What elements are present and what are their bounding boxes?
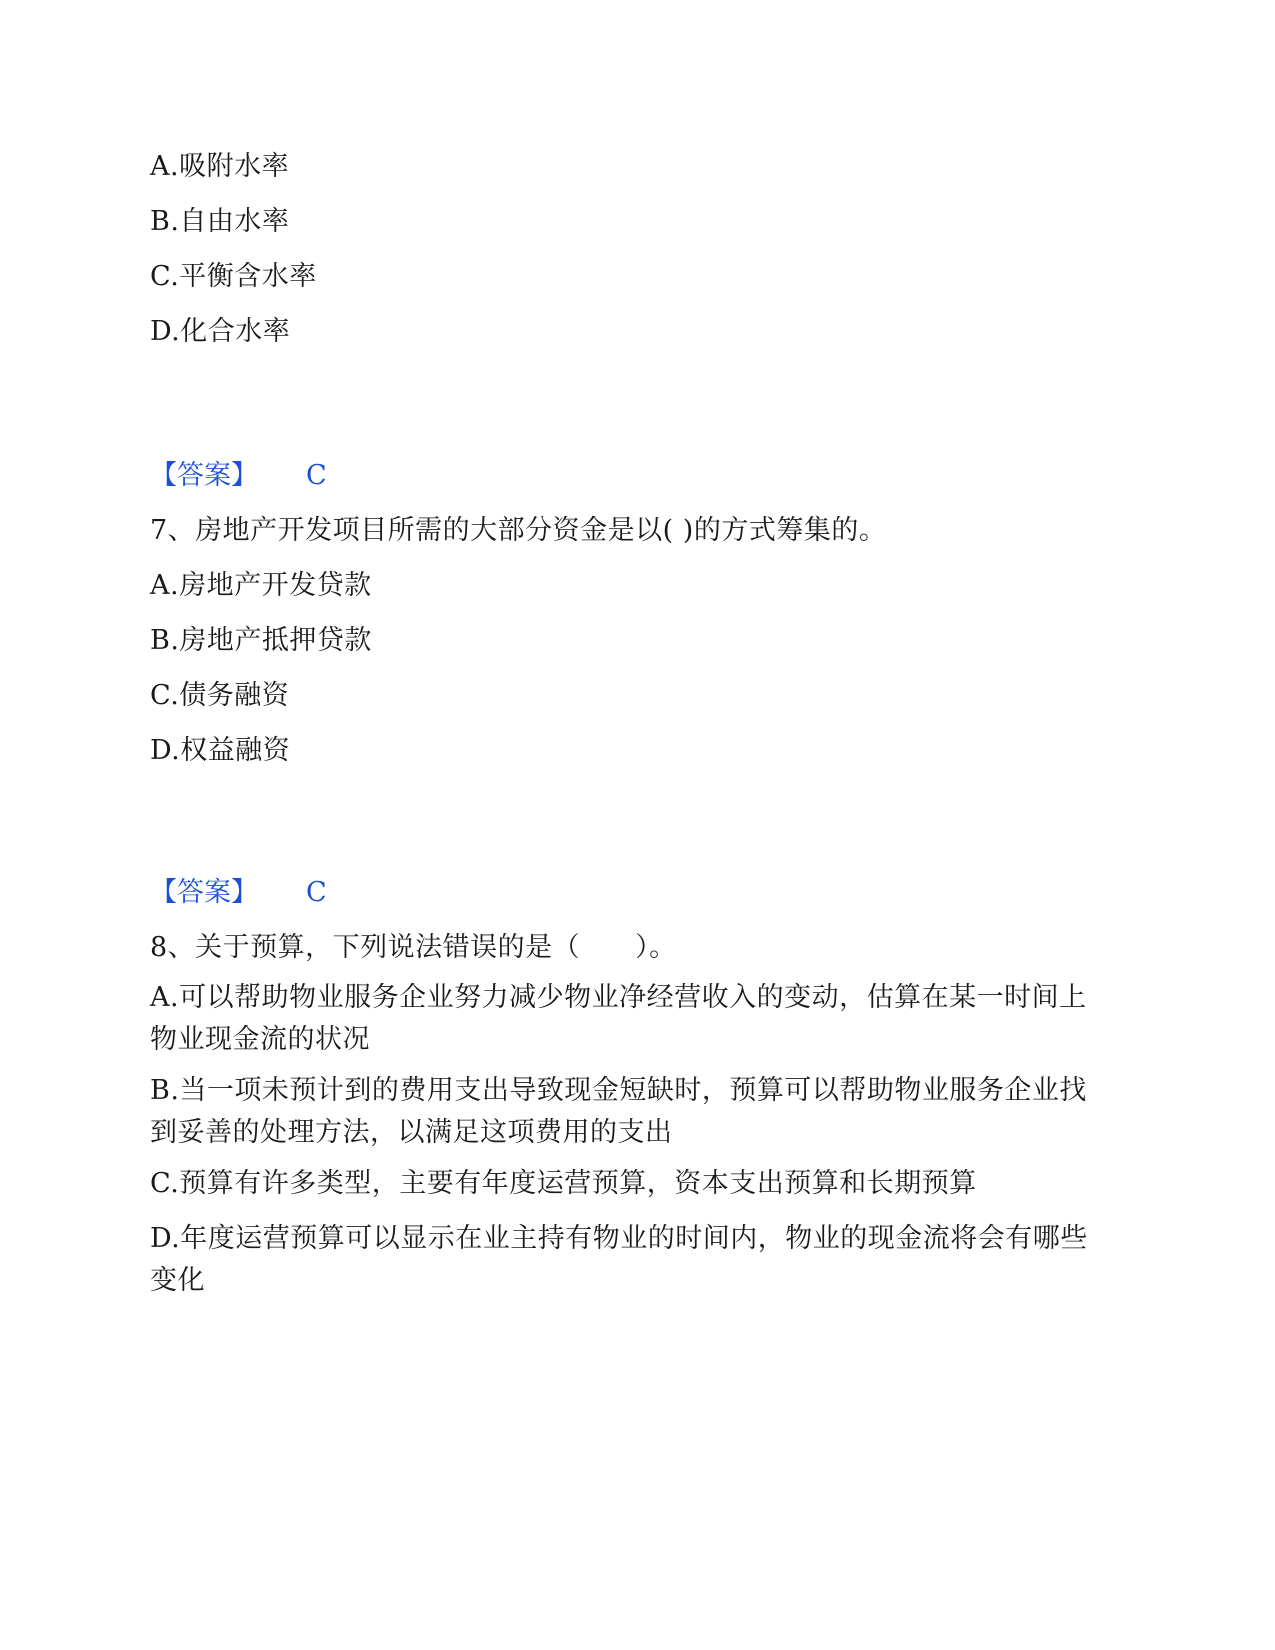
q7-answer-label: 【答案】 [150, 877, 258, 908]
q7-answer-value: C [306, 877, 327, 908]
q8-option-a: A.可以帮助物业服务企业努力减少物业净经营收入的变动，估算在某一时间上物业现金流的状况 [150, 982, 1087, 1055]
q7-option-d: D.权益融资 [150, 735, 291, 766]
q8-option-c: C.预算有许多类型，主要有年度运营预算，资本支出预算和长期预算 [150, 1168, 977, 1199]
option-d: D.化合水率 [150, 316, 291, 347]
answer-value: C [306, 460, 327, 491]
option-a: A.吸附水率 [150, 151, 290, 182]
option-c: C.平衡含水率 [150, 261, 317, 292]
question-7: 7、房地产开发项目所需的大部分资金是以( )的方式筹集的。 [150, 515, 887, 546]
q7-option-a: A.房地产开发贷款 [150, 570, 372, 601]
q8-option-b: B.当一项未预计到的费用支出导致现金短缺时，预算可以帮助物业服务企业找到妥善的处理方法，以满足这项费用的支出 [150, 1075, 1087, 1148]
question-8: 8、关于预算，下列说法错误的是（ ）。 [150, 932, 677, 963]
answer-row [150, 457, 327, 495]
q7-option-b: B.房地产抵押贷款 [150, 625, 372, 656]
option-b: B.自由水率 [150, 206, 290, 237]
q8-option-d: D.年度运营预算可以显示在业主持有物业的时间内，物业的现金流将会有哪些变化 [150, 1223, 1088, 1296]
q7-option-c: C.债务融资 [150, 680, 290, 711]
q7-answer-row [150, 874, 327, 912]
answer-label: 【答案】 [150, 460, 258, 491]
